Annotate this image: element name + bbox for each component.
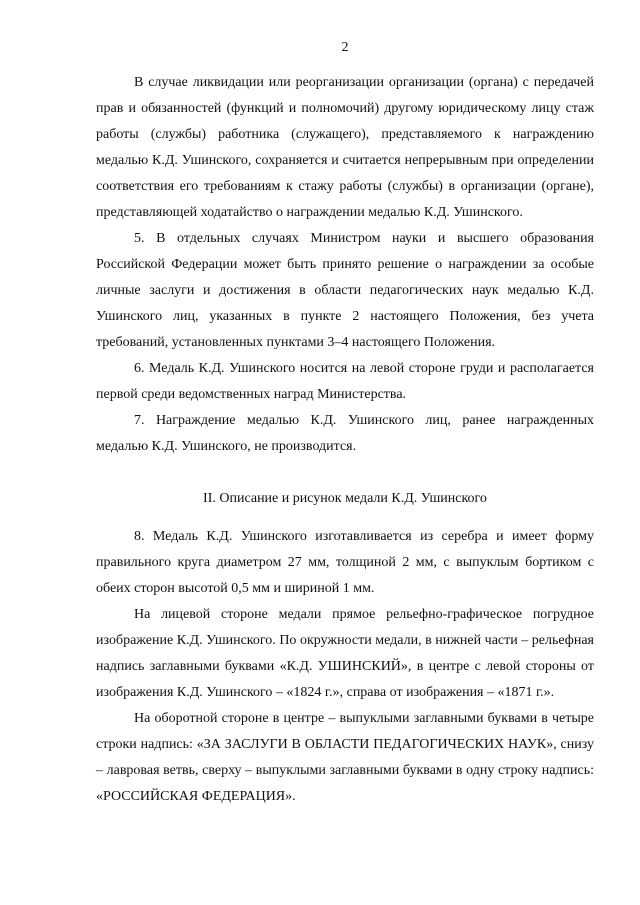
paragraph-item-7: 7. Награждение медалью К.Д. Ушинского лиц, ранее награжденных медалью К.Д. Ушинского, не производится. bbox=[96, 413, 594, 454]
paragraph-item-6: 6. Медаль К.Д. Ушинского носится на левой стороне груди и располагается первой среди ведомственных наград Министерства. bbox=[96, 361, 594, 402]
paragraph-liquidation: В случае ликвидации или реорганизации организации (органа) с передачей прав и обязанностей (функций и полномочий) другому юридическому лицу стаж работы (службы) работника (служащего), представляемого к награждению медалью К.Д. Ушинского, сохраняется и считается непрерывным при определении соответствия его требованиям к стажу работы (службы) в организации (органе), представляющей ходатайство о награждении медалью К.Д. Ушинского. bbox=[96, 75, 594, 220]
paragraph-reverse: На оборотной стороне в центре – выпуклыми заглавными буквами в четыре строки надпись: «ЗА ЗАСЛУГИ В ОБЛАСТИ ПЕДАГОГИЧЕСКИХ НАУК», снизу – лавровая ветвь, сверху – выпуклыми заглавными буквами в одну строку надпись: «РОССИЙСКАЯ ФЕДЕРАЦИЯ». bbox=[96, 711, 594, 804]
paragraph-obverse: На лицевой стороне медали прямое рельефно-графическое погрудное изображение К.Д. Ушинского. По окружности медали, в нижней части – рельефная надпись заглавными буквами «К.Д. УШИНСКИЙ», в центре с левой стороны от изображения К.Д. Ушинского – «1824 г.», справа от изображения – «1871 г.». bbox=[96, 607, 594, 700]
paragraph-item-5: 5. В отдельных случаях Министром науки и высшего образования Российской Федерации может быть принято решение о награждении за особые личные заслуги и достижения в области педагогических наук медалью К.Д. Ушинского лиц, указанных в пункте 2 настоящего Положения, без учета требований, установленных пунктами 3–4 настоящего Положения. bbox=[96, 231, 594, 350]
section-heading: II. Описание и рисунок медали К.Д. Ушинского bbox=[203, 491, 487, 506]
paragraph-item-8: 8. Медаль К.Д. Ушинского изготавливается из серебра и имеет форму правильного круга диаметром 27 мм, толщиной 2 мм, с выпуклым бортиком с обеих сторон высотой 0,5 мм и шириной 1 мм. bbox=[96, 529, 594, 596]
page-number: 2 bbox=[341, 40, 349, 55]
